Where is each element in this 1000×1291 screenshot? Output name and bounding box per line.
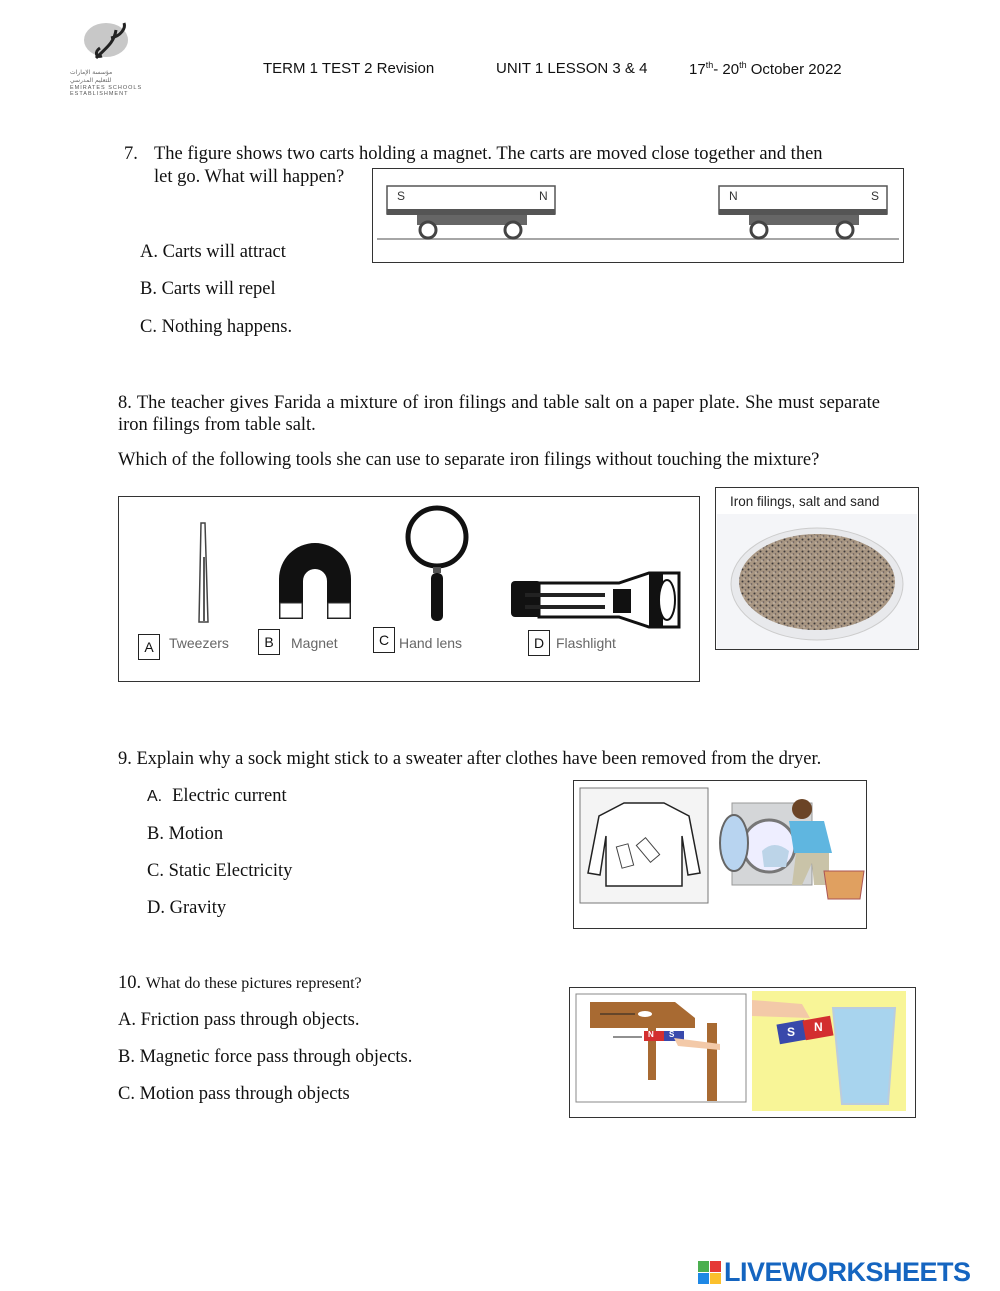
tool-c-label: Hand lens [399,635,463,651]
svg-text:مؤسسة الإمارات: مؤسسة الإمارات [70,69,113,76]
cart1-pole-left: S [397,189,406,203]
mixture-dish-image [717,514,917,649]
cart2-pole-right: S [871,189,880,203]
q7-option-b[interactable]: B. Carts will repel [140,279,276,299]
svg-text:للتعليم المدرسي: للتعليم المدرسي [70,77,112,84]
q10-question [118,972,362,995]
photo-caption: Iron filings, salt and sand [730,494,880,509]
date-sep: - [713,61,723,78]
q9-option-a-text: Electric current [172,786,287,806]
carts-drawing [373,169,903,262]
magnet-icon [279,543,351,619]
tool-d-letter[interactable]: D [528,630,550,656]
magnet-n-label-2: N [814,1020,823,1034]
cart1-pole-right: N [539,189,548,203]
magnet-s-label-2: S [787,1025,796,1039]
dryer-figure [573,780,867,929]
date-sup1: th [705,60,714,70]
q9-option-b-letter: B. [147,824,164,844]
logo-graphic [66,18,186,98]
date-sup2: th [739,60,747,70]
q9-option-c-text: Static Electricity [168,861,293,881]
q10-text: What do these pictures represent? [145,975,362,992]
flashlight-icon [511,573,679,627]
tool-a-label: Tweezers [169,635,229,651]
q9-option-a-letter: A. [147,788,163,805]
school-logo [66,18,186,98]
q10-option-a[interactable]: A. Friction pass through objects. [118,1010,360,1030]
q9-option-c[interactable] [147,860,292,882]
date-range [689,60,842,78]
q7-option-a[interactable]: A. Carts will attract [140,242,286,262]
q10-option-b[interactable]: B. Magnetic force pass through objects. [118,1047,413,1067]
date-day1: 17 [689,61,706,78]
q10-option-c[interactable]: C. Motion pass through objects [118,1084,350,1104]
unit-lesson: UNIT 1 LESSON 3 & 4 [496,60,648,77]
tool-b-label: Magnet [291,635,338,651]
hand-lens-icon [408,508,466,621]
magnet-experiment-image [570,988,915,1117]
q9-option-c-letter: C. [147,861,164,881]
q9-text: 9. Explain why a sock might stick to a sweater after clothes have been removed from the dryer. [118,749,822,769]
svg-text:ESTABLISHMENT: ESTABLISHMENT [70,91,129,97]
tool-c-letter[interactable]: C [373,627,395,653]
tool-d-label: Flashlight [556,635,616,651]
magnet-through-objects-figure [569,987,916,1118]
liveworksheets-logo[interactable] [698,1257,971,1288]
q7-text-line2: let go. What will happen? [154,167,345,187]
q9-option-d-text: Gravity [169,898,227,918]
tweezers-icon [199,523,208,622]
cart2-pole-left: N [729,189,738,203]
date-day2: 20 [722,61,740,78]
brand-icon [698,1261,721,1284]
brand-name: LIVEWORKSHEETS [724,1257,971,1287]
tools-drawing [119,497,699,681]
q9-option-d[interactable] [147,897,226,919]
q9-option-a[interactable] [147,785,287,808]
tool-a-letter[interactable]: A [138,634,160,660]
q9-option-b[interactable] [147,823,223,845]
sweater-dryer-image [574,781,866,928]
magnet-n-label-1: N [648,1030,654,1039]
q8-text: 8. The teacher gives Farida a mixture of iron filings and table salt on a paper plate. She must separate iron filings from table salt. [118,393,880,435]
q9-option-d-letter: D. [147,898,165,918]
q10-number: 10. [118,973,142,993]
q7-number: 7. [124,144,138,164]
magnet-s-label-1: S [669,1030,675,1039]
q7-option-c[interactable]: C. Nothing happens. [140,317,293,337]
iron-filings-photo [715,487,919,650]
carts-figure [372,168,904,263]
date-month-year: October 2022 [746,61,842,78]
q8-question: Which of the following tools she can use to separate iron filings without touching the mixture? [118,450,820,470]
tools-figure [118,496,700,682]
q9-option-b-text: Motion [168,824,224,844]
q7-text-line1: The figure shows two carts holding a magnet. The carts are moved close together and then [154,144,823,164]
svg-text:EMIRATES SCHOOLS: EMIRATES SCHOOLS [70,85,143,91]
worksheet-title: TERM 1 TEST 2 Revision [263,60,435,77]
tool-b-letter[interactable]: B [258,629,280,655]
